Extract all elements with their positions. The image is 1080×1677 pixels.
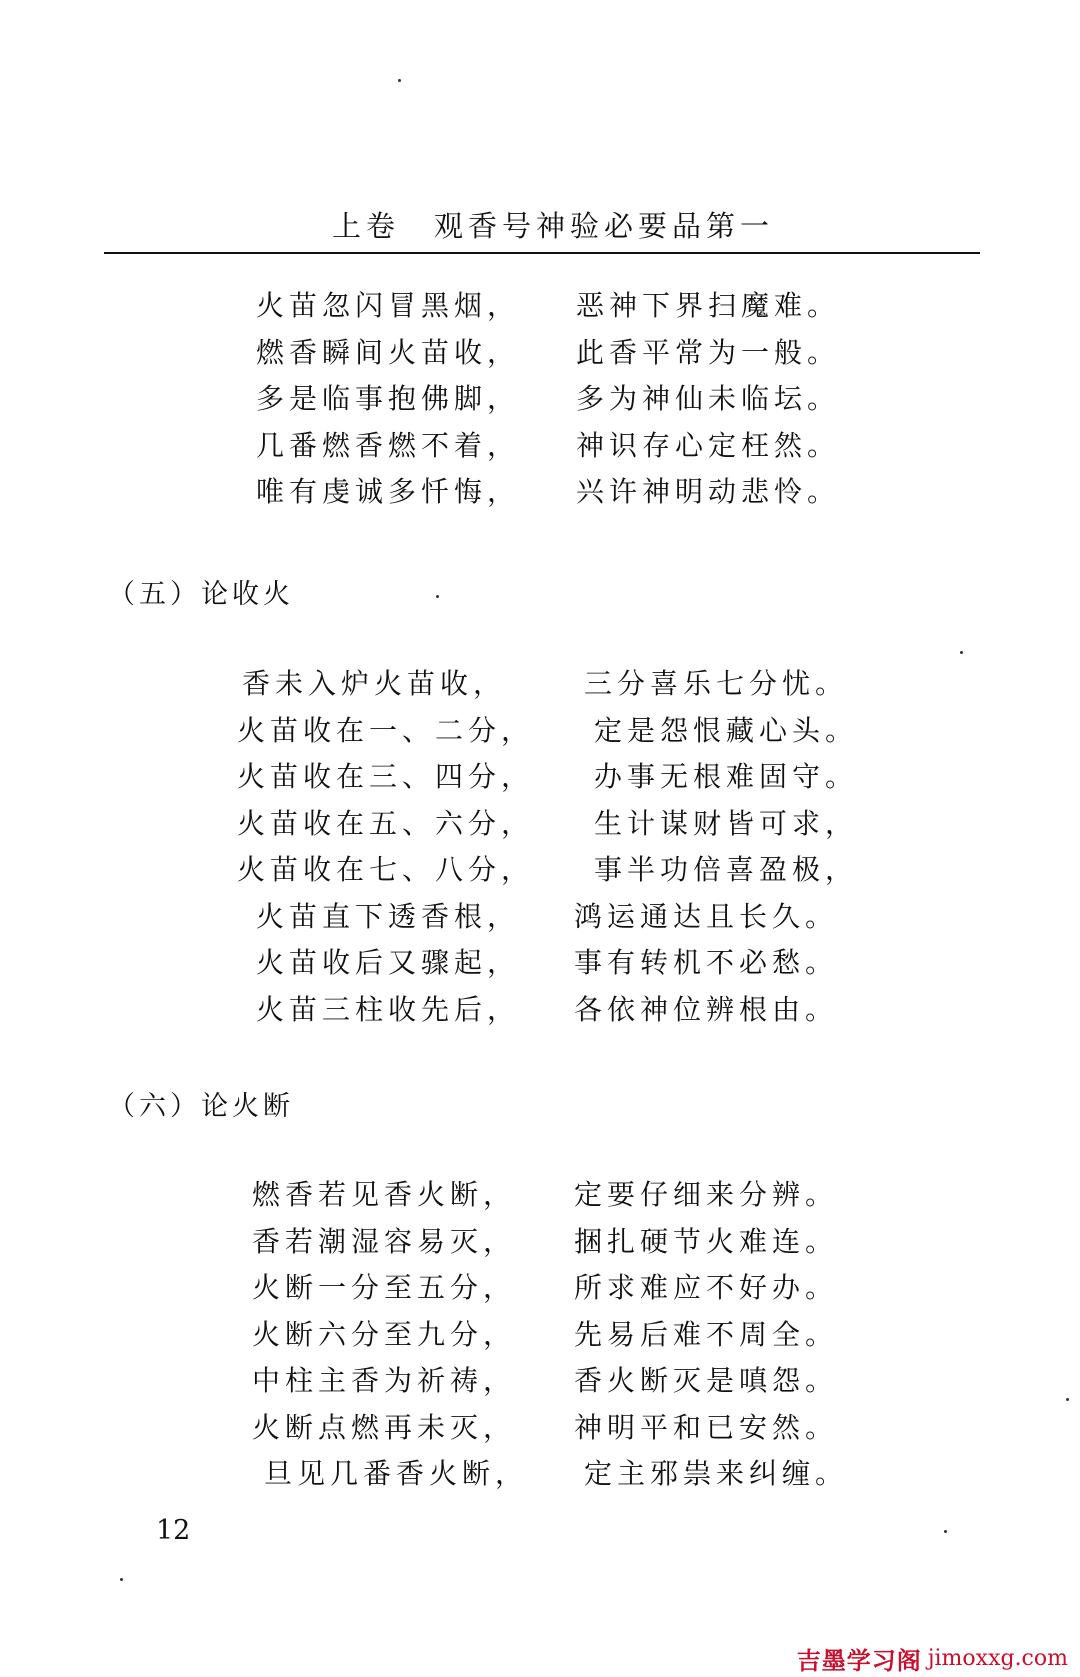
verse-second-half: 各依神位辨根由。 <box>574 992 839 1026</box>
verse-line <box>0 1173 1080 1220</box>
scan-speck <box>1066 1398 1069 1401</box>
verse-line <box>0 284 1080 331</box>
verse-line <box>0 1220 1080 1267</box>
verse-second-half: 三分喜乐七分忧。 <box>584 667 849 700</box>
scan-speck <box>398 79 401 82</box>
verse-line <box>0 1452 1080 1499</box>
verse-first-half: 火断六分至九分， <box>252 1317 517 1351</box>
verse-second-half: 香火断灭是嗔怨。 <box>574 1364 839 1397</box>
verse-second-half: 先易后难不周全。 <box>574 1317 839 1351</box>
verse-first-half: 香若潮湿容易灭， <box>252 1224 517 1258</box>
verse-second-half: 鸿运通达且长久。 <box>574 899 839 933</box>
scan-speck <box>120 1578 123 1581</box>
verse-line <box>0 1406 1080 1453</box>
verse-first-half: 火苗收在五、六分， <box>237 806 535 840</box>
verse-first-half: 多是临事抱佛脚， <box>256 382 521 415</box>
verse-block-section-5 <box>0 662 1080 1034</box>
verse-first-half: 火苗收在三、四分， <box>237 760 535 793</box>
verse-line <box>0 1359 1080 1406</box>
verse-line <box>0 331 1080 378</box>
verse-line <box>0 895 1080 942</box>
verse-line <box>0 941 1080 988</box>
header-rule <box>104 252 980 254</box>
watermark-site: jimoxxg.com <box>927 1645 1068 1671</box>
verse-line <box>0 424 1080 471</box>
page-number: 12 <box>156 1515 191 1546</box>
verse-line <box>0 1266 1080 1313</box>
watermark-name: 吉墨学习阁 <box>796 1646 922 1675</box>
verse-first-half: 中柱主香为祈祷， <box>252 1364 517 1397</box>
verse-second-half: 捆扎硬节火难连。 <box>574 1224 839 1258</box>
scan-speck <box>960 651 963 654</box>
verse-second-half: 定是怨恨藏心头。 <box>594 713 859 747</box>
watermark <box>793 1641 1072 1675</box>
verse-second-half: 多为神仙未临坛。 <box>576 382 841 415</box>
page-header <box>104 200 980 254</box>
verse-line <box>0 377 1080 424</box>
verse-first-half: 唯有虔诚多忏悔， <box>256 475 521 508</box>
verse-first-half: 火苗收在一、二分， <box>237 713 535 747</box>
verse-first-half: 火断一分至五分， <box>252 1271 517 1304</box>
chapter-title: 上卷 观香号神验必要品第一 <box>332 209 775 243</box>
verse-first-half: 燃香瞬间火苗收， <box>256 335 521 369</box>
verse-line <box>0 988 1080 1035</box>
verse-first-half: 旦见几番香火断， <box>264 1457 529 1490</box>
verse-line <box>0 848 1080 895</box>
verse-first-half: 火苗三柱收先后， <box>256 992 521 1026</box>
verse-first-half: 火断点燃再未灭， <box>252 1410 517 1444</box>
verse-line <box>0 470 1080 517</box>
scan-speck <box>436 595 439 598</box>
verse-first-half: 几番燃香燃不着， <box>256 428 521 462</box>
verse-second-half: 神识存心定枉然。 <box>576 428 841 462</box>
verse-first-half: 火苗收后又骤起， <box>256 946 521 979</box>
verse-second-half: 恶神下界扫魔难。 <box>576 289 841 322</box>
verse-second-half: 所求难应不好办。 <box>574 1271 839 1304</box>
verse-second-half: 办事无根难固守。 <box>594 760 859 793</box>
verse-line <box>0 755 1080 802</box>
verse-first-half: 火苗直下透香根， <box>256 899 521 933</box>
verse-first-half: 火苗忽闪冒黑烟， <box>256 289 521 322</box>
scan-speck <box>944 1530 947 1533</box>
verse-second-half: 定主邪祟来纠缠。 <box>584 1457 849 1490</box>
verse-second-half: 事有转机不必愁。 <box>574 946 839 979</box>
verse-second-half: 生计谋财皆可求， <box>594 806 859 840</box>
verse-first-half: 燃香若见香火断， <box>252 1178 517 1211</box>
verse-block-intro <box>0 284 1080 517</box>
verse-line <box>0 1313 1080 1360</box>
section-heading-6: （六）论火断 <box>108 1091 294 1122</box>
verse-first-half: 火苗收在七、八分， <box>237 853 535 886</box>
verse-second-half: 定要仔细来分辨。 <box>574 1178 839 1211</box>
verse-line <box>0 709 1080 756</box>
verse-second-half: 事半功倍喜盈极， <box>594 853 859 886</box>
verse-second-half: 兴许神明动悲怜。 <box>576 475 841 508</box>
verse-second-half: 神明平和已安然。 <box>574 1410 839 1444</box>
section-heading-5: （五）论收火 <box>108 579 294 610</box>
verse-block-section-6 <box>0 1173 1080 1499</box>
verse-first-half: 香未入炉火苗收， <box>242 667 507 700</box>
verse-line <box>0 662 1080 709</box>
verse-second-half: 此香平常为一般。 <box>576 335 841 369</box>
verse-line <box>0 802 1080 849</box>
